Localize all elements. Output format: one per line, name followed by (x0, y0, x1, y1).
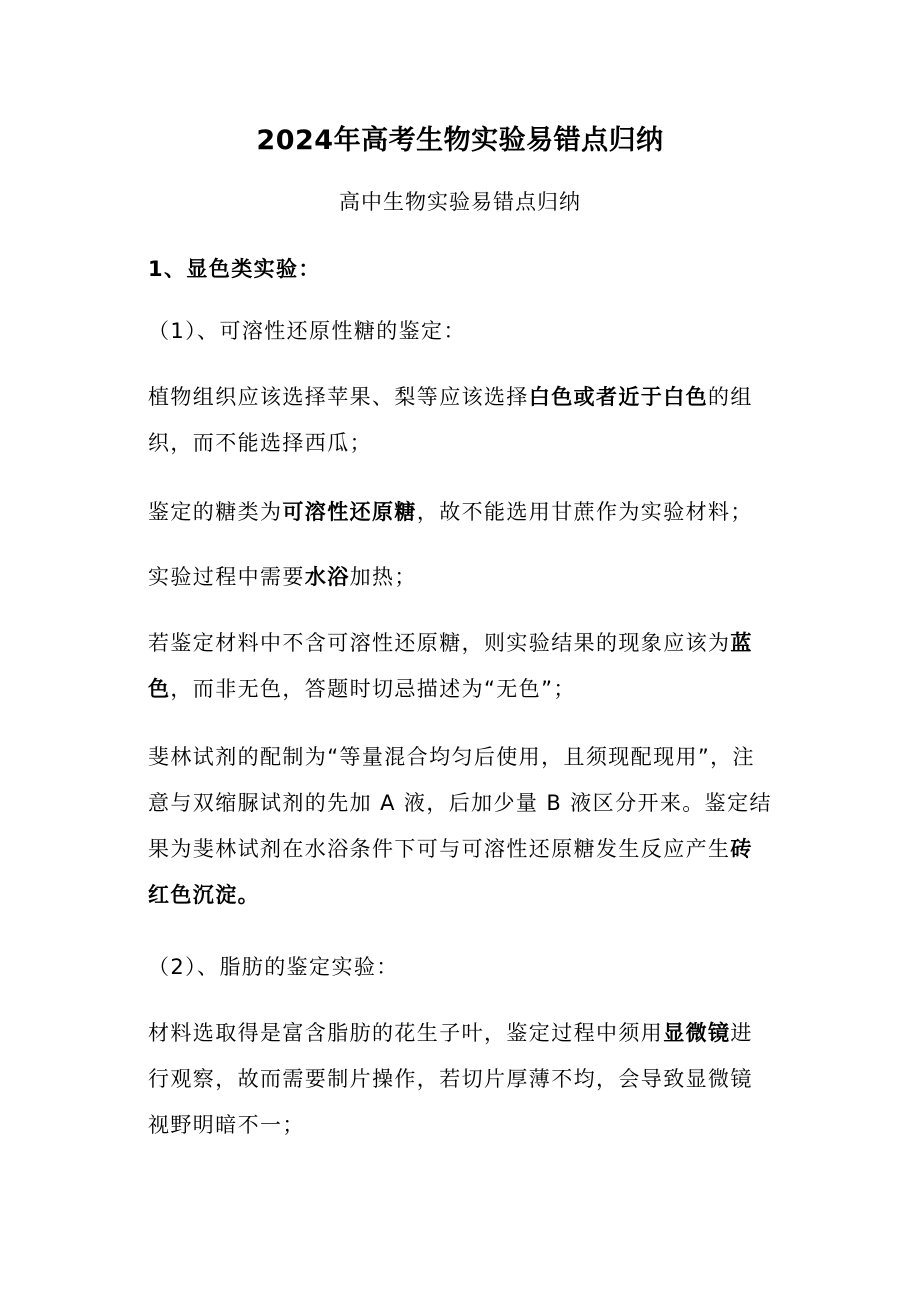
text-run: 植物组织应该选择苹果、梨等应该选择 (148, 385, 529, 409)
text-run: 加热； (349, 565, 417, 589)
emphasis-text: 砖红色沉淀。 (148, 837, 753, 907)
text-run: 材料选取得是富含脂肪的花生子叶，鉴定过程中须用 (148, 1021, 664, 1045)
section-heading-color-experiments: 1、显色类实验： (148, 257, 321, 281)
text-run: ，而非无色，答题时切忌描述为“无色”； (170, 677, 576, 701)
paragraph-sugar-type (148, 489, 773, 535)
emphasis-text: 水浴 (304, 565, 350, 589)
text-run: 的组织，而不能选择西瓜； (148, 385, 753, 455)
text-run: 若鉴定材料中不含可溶性还原糖，则实验结果的现象应该为 (148, 631, 731, 655)
paragraph-negative-result (148, 620, 773, 712)
emphasis-text: 白色或者近于白色 (528, 385, 709, 409)
text-run: 鉴定的糖类为 (148, 500, 283, 524)
document-title: 2024年高考生物实验易错点归纳 (256, 125, 664, 156)
emphasis-text: 显微镜 (663, 1021, 731, 1045)
subsection-heading-reducing-sugar: （1）、可溶性还原性糖的鉴定： (148, 319, 466, 343)
paragraph-fehling-reagent (148, 734, 773, 918)
paragraph-water-bath (148, 554, 773, 600)
emphasis-text: 蓝色 (148, 631, 753, 701)
text-run: ，故不能选用甘蔗作为实验材料； (416, 500, 753, 524)
paragraph-microscope (148, 1010, 773, 1148)
text-run: 实验过程中需要 (148, 565, 305, 589)
subsection-heading-fat-identification: （2）、脂肪的鉴定实验： (148, 955, 399, 979)
emphasis-text: 可溶性还原糖 (282, 500, 417, 524)
text-run: 斐林试剂的配制为“等量混合均匀后使用，且须现配现用”，注意与双缩脲试剂的先加 A 液，后加少量 B 液区分开来。鉴定结果为斐林试剂在水浴条件下可与可溶性还原糖发生反应产生 (148, 745, 772, 861)
paragraph-material-selection (148, 374, 773, 466)
document-subtitle: 高中生物实验易错点归纳 (339, 190, 581, 214)
text-run: 进行观察，故而需要制片操作，若切片厚薄不均，会导致显微镜视野明暗不一； (148, 1021, 753, 1137)
